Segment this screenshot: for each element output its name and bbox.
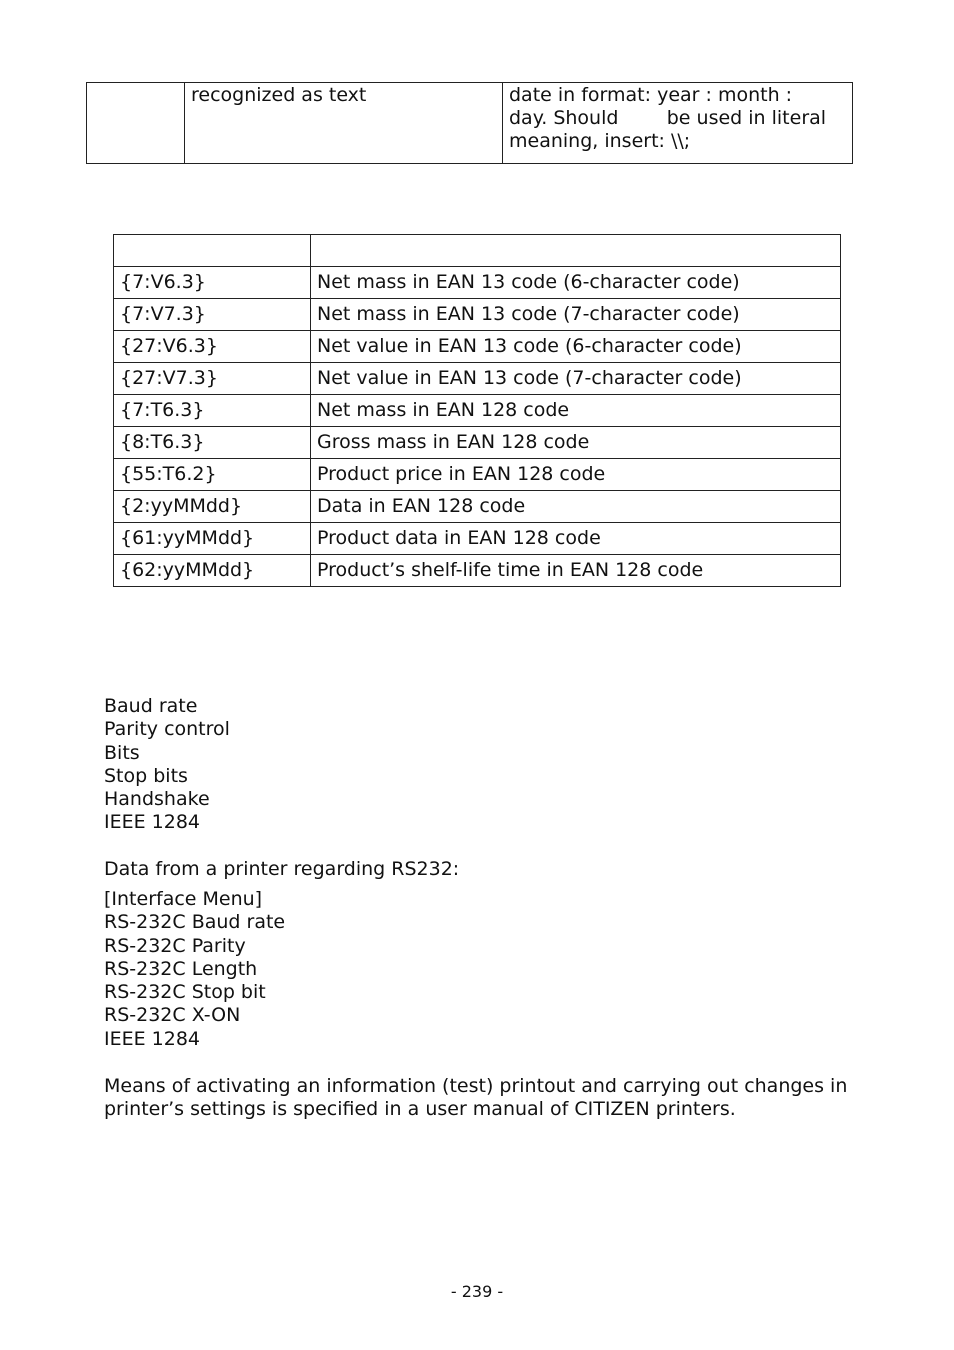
header-cell [114,235,311,267]
list-item: RS-232C Parity [104,934,246,957]
table-row [114,363,841,395]
paragraph-line: Means of activating an information (test) printout and carrying out changes in [104,1075,848,1097]
list-item: Parity control [104,718,230,741]
format-table [86,82,853,164]
code-cell: {27:V6.3} [114,331,311,363]
table-cell: recognized as text [185,83,503,164]
table-row [114,267,841,299]
list-item: RS-232C Stop bit [104,981,266,1004]
page-number: - 239 - [450,1282,504,1301]
list-item: Bits [104,741,140,764]
list-item: Baud rate [104,695,198,717]
list-item: IEEE 1284 [104,811,201,834]
list-item: RS-232C X-ON [104,1004,241,1027]
table-row [114,331,841,363]
description-cell: Product data in EAN 128 code [311,523,841,555]
table-row [114,459,841,491]
description-cell: Gross mass in EAN 128 code [311,427,841,459]
code-cell: {8:T6.3} [114,427,311,459]
cell-line: date in format: year : month : [509,84,793,106]
printer-settings-list [104,888,285,1051]
list-item: RS-232C Length [104,957,258,980]
table-row [87,83,853,164]
list-item: Handshake [104,788,210,811]
list-item: IEEE 1284 [104,1027,201,1050]
paragraph-line: printer’s settings is specified in a user manual of CITIZEN printers. [104,1098,736,1121]
code-cell: {7:T6.3} [114,395,311,427]
table-header-row [114,235,841,267]
table-row [114,523,841,555]
table-row [114,491,841,523]
code-cell: {7:V6.3} [114,267,311,299]
description-cell: Product price in EAN 128 code [311,459,841,491]
settings-list [104,695,230,835]
description-cell: Net value in EAN 13 code (6-character code) [311,331,841,363]
code-cell: {61:yyMMdd} [114,523,311,555]
description-cell: Net mass in EAN 13 code (6-character code) [311,267,841,299]
header-cell [311,235,841,267]
table-row [114,395,841,427]
table-row [114,555,841,587]
table-cell [503,83,853,164]
table-row [114,299,841,331]
code-cell: {2:yyMMdd} [114,491,311,523]
paragraph: Data from a printer regarding RS232: [104,858,460,880]
list-item: Stop bits [104,764,188,787]
code-cell: {7:V7.3} [114,299,311,331]
cell-line: day. Should be used in literal [509,107,827,129]
table-row [114,427,841,459]
description-cell: Net mass in EAN 13 code (7-character code) [311,299,841,331]
description-cell: Data in EAN 128 code [311,491,841,523]
cell-line: meaning, insert: \\; [509,130,691,152]
list-item: [Interface Menu] [104,888,263,910]
description-cell: Net value in EAN 13 code (7-character code) [311,363,841,395]
ean-codes-table [113,234,841,587]
printer-intro [104,858,459,881]
list-item: RS-232C Baud rate [104,911,286,934]
code-cell: {62:yyMMdd} [114,555,311,587]
description-cell: Product’s shelf-life time in EAN 128 code [311,555,841,587]
closing-paragraph [104,1075,847,1122]
code-cell: {27:V7.3} [114,363,311,395]
table-cell [87,83,185,164]
description-cell: Net mass in EAN 128 code [311,395,841,427]
code-cell: {55:T6.2} [114,459,311,491]
